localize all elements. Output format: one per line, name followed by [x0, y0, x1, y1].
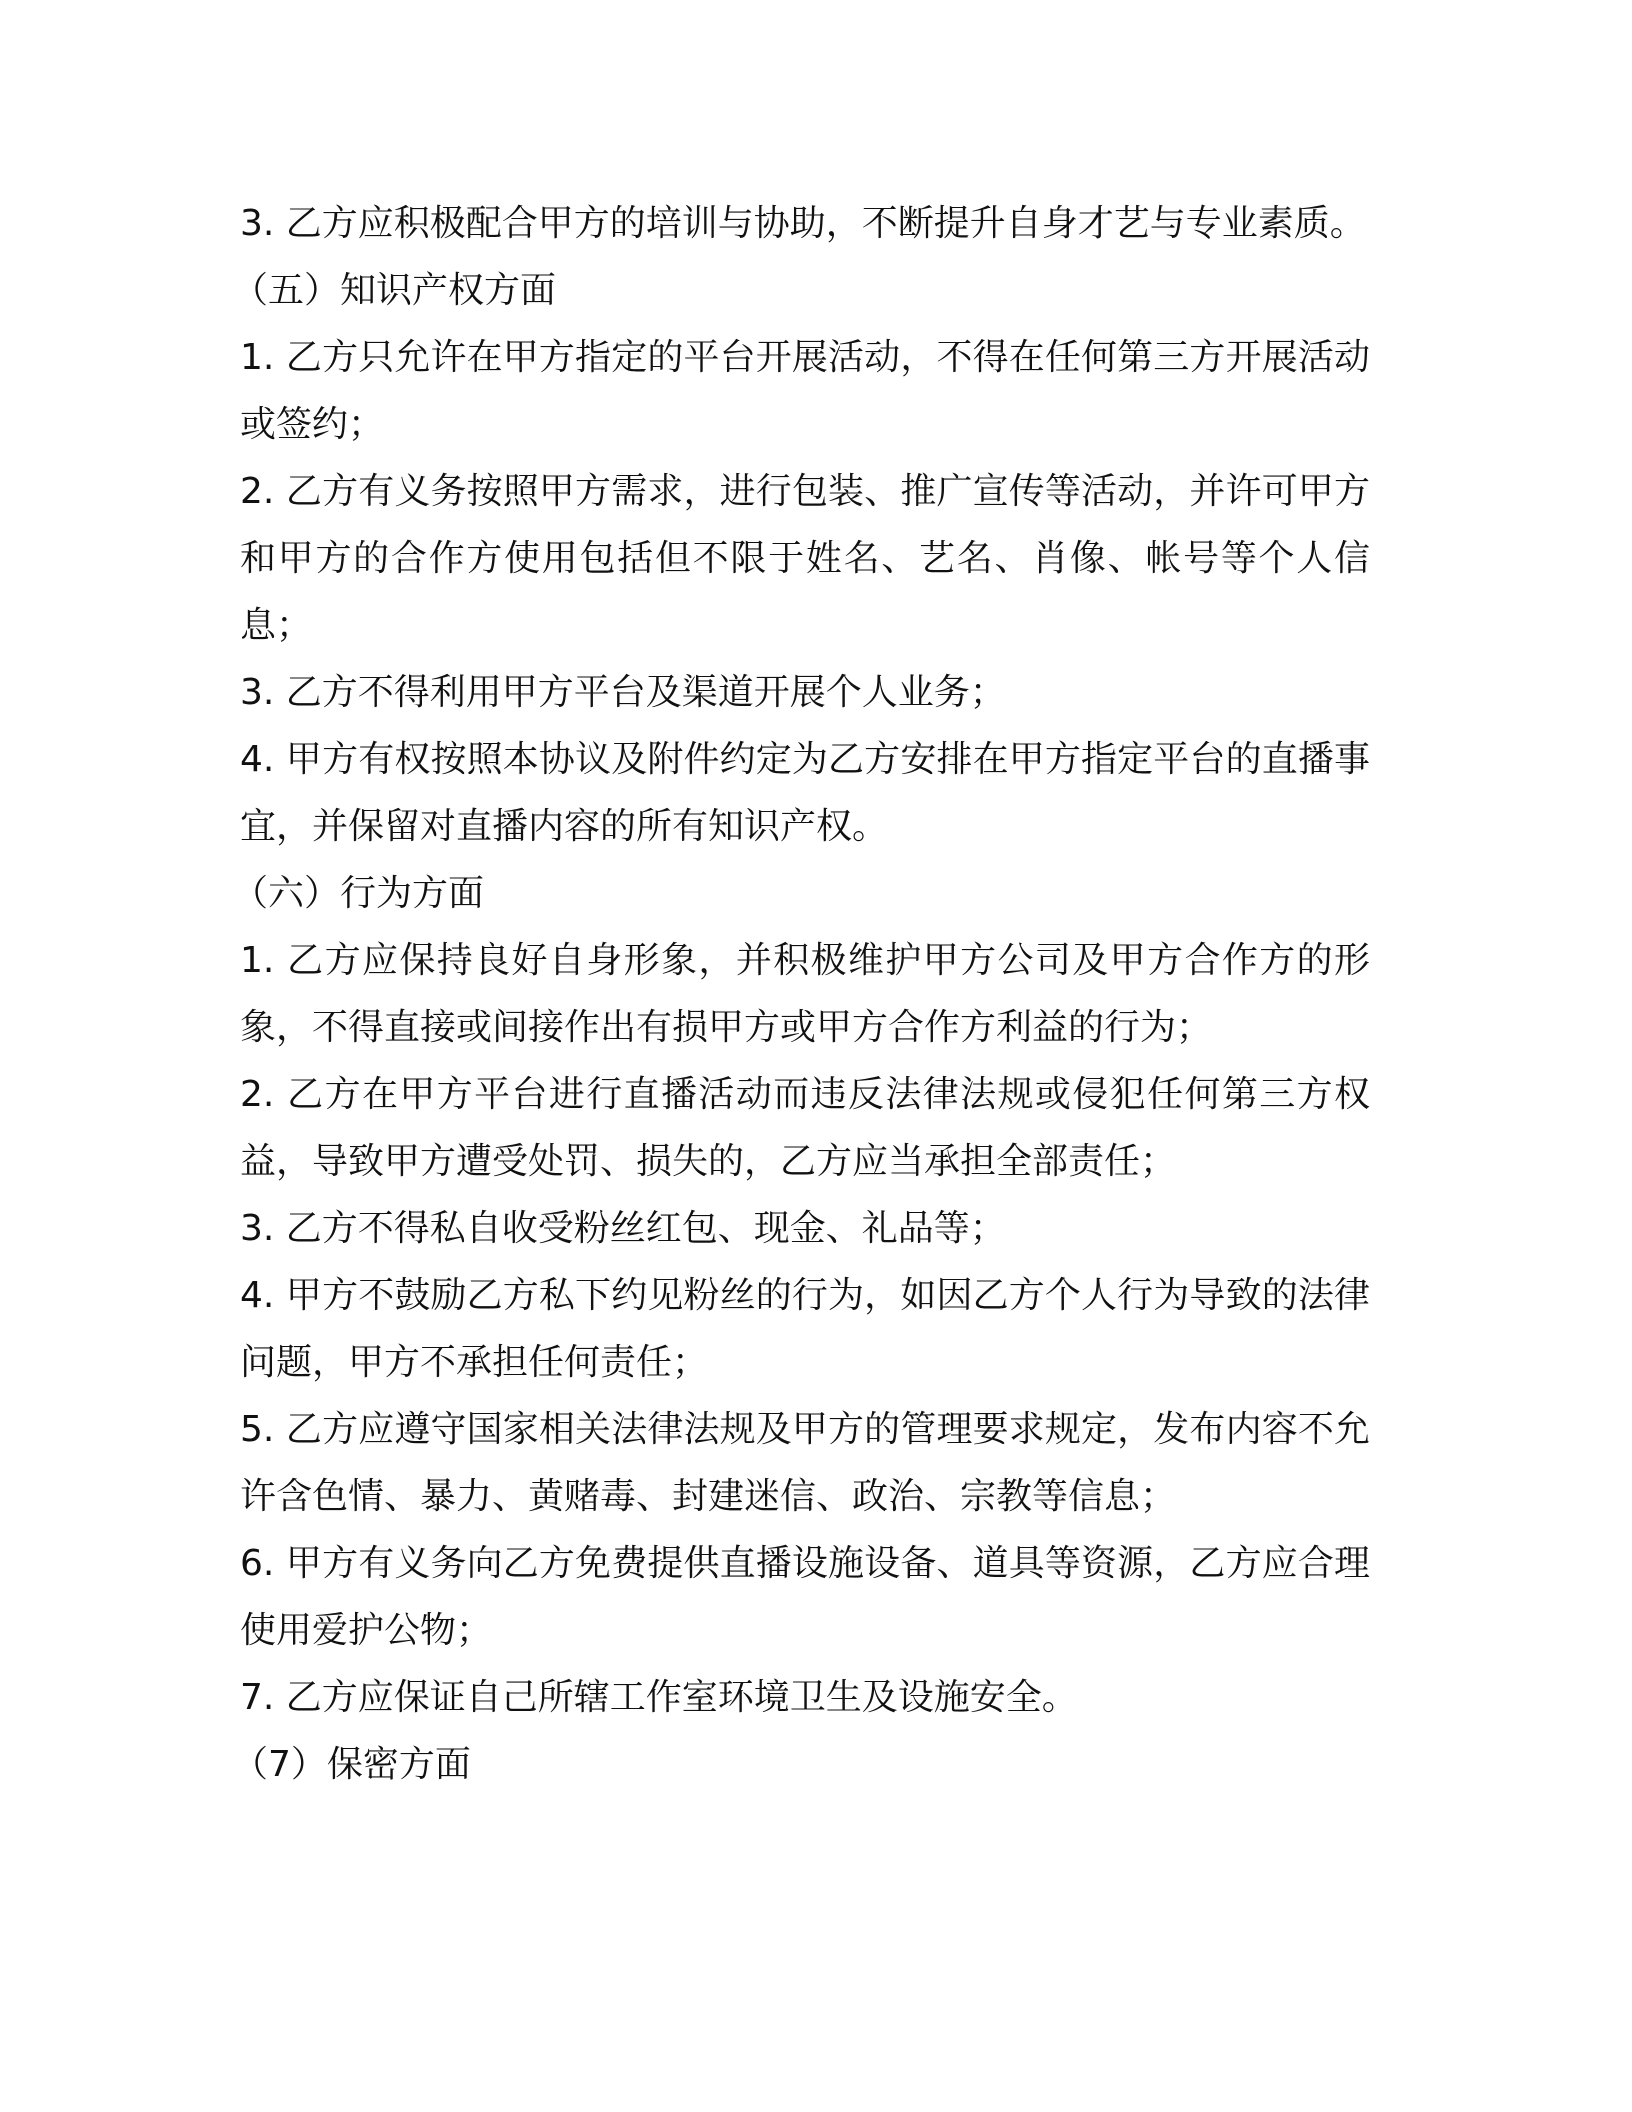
clause-6-2: 2. 乙方在甲方平台进行直播活动而违反法律法规或侵犯任何第三方权益，导致甲方遭受处罚、损失的，乙方应当承担全部责任； — [240, 1074, 1370, 1182]
clause-5-4: 4. 甲方有权按照本协议及附件约定为乙方安排在甲方指定平台的直播事宜，并保留对直播内容的所有知识产权。 — [240, 739, 1370, 847]
section-heading-conduct: （六）行为方面 — [232, 873, 485, 914]
clause-6-3: 3. 乙方不得私自收受粉丝红包、现金、礼品等； — [240, 1208, 1006, 1249]
clause-5-2: 2. 乙方有义务按照甲方需求，进行包装、推广宣传等活动，并许可甲方和甲方的合作方使用包括但不限于姓名、艺名、肖像、帐号等个人信息； — [240, 471, 1370, 646]
clause-6-5: 5. 乙方应遵守国家相关法律法规及甲方的管理要求规定，发布内容不允许含色情、暴力、黄赌毒、封建迷信、政治、宗教等信息； — [240, 1409, 1370, 1517]
clause-6-6: 6. 甲方有义务向乙方免费提供直播设施设备、道具等资源，乙方应合理使用爱护公物； — [240, 1543, 1370, 1651]
clause-6-7: 7. 乙方应保证自己所辖工作室环境卫生及设施安全。 — [240, 1677, 1078, 1718]
document-body — [232, 190, 1370, 1798]
clause-5-1: 1. 乙方只允许在甲方指定的平台开展活动，不得在任何第三方开展活动或签约； — [240, 337, 1370, 445]
clause-5-3: 3. 乙方不得利用甲方平台及渠道开展个人业务； — [240, 672, 1006, 713]
clause-6-4: 4. 甲方不鼓励乙方私下约见粉丝的行为，如因乙方个人行为导致的法律问题，甲方不承担任何责任； — [240, 1275, 1370, 1383]
section-heading-confidentiality: （7）保密方面 — [232, 1744, 471, 1785]
section-heading-ip: （五）知识产权方面 — [232, 270, 557, 311]
clause-4-3: 3. 乙方应积极配合甲方的培训与协助，不断提升自身才艺与专业素质。 — [240, 203, 1366, 244]
clause-6-1: 1. 乙方应保持良好自身形象，并积极维护甲方公司及甲方合作方的形象，不得直接或间接作出有损甲方或甲方合作方利益的行为； — [240, 940, 1370, 1048]
